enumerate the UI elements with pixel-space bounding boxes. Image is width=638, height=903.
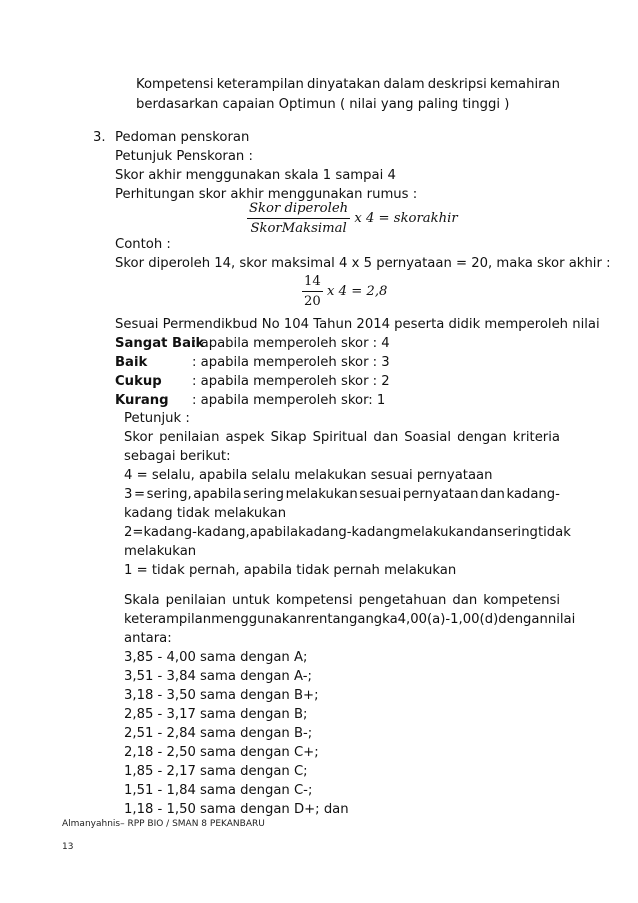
criteria-2-line-1 <box>124 524 571 542</box>
word: dengan <box>498 612 548 627</box>
range-c: 1,85 - 2,17 sama dengan C; <box>124 764 308 779</box>
word: kadang-kadang <box>298 525 401 540</box>
word: = <box>133 487 146 502</box>
word: menggunakan <box>211 612 306 627</box>
word: rentang <box>305 612 358 627</box>
contoh-label: Contoh : <box>115 237 171 252</box>
intro-line-2: berdasarkan capaian Optimun ( nilai yang paling tinggi ) <box>136 97 510 112</box>
word: sering <box>243 487 284 502</box>
word: apabila <box>193 487 242 502</box>
word: dan <box>472 525 498 540</box>
contoh-text: Skor diperoleh 14, skor maksimal 4 x 5 pernyataan = 20, maka skor akhir : <box>115 256 611 271</box>
word: = <box>132 525 144 540</box>
word: keterampilan <box>216 77 304 92</box>
example-formula <box>302 274 387 309</box>
criteria-3-line-2: kadang tidak melakukan <box>124 506 287 521</box>
grade-text-kurang: : apabila memperoleh skor: 1 <box>192 393 386 408</box>
petunjuk-line-2: sebagai berikut: <box>124 449 231 464</box>
page-number: 13 <box>62 842 74 852</box>
word: nilai <box>547 612 576 627</box>
example-rest: x 4 = 2,8 <box>326 284 388 299</box>
word: Kompetensi <box>136 77 214 92</box>
range-d-plus: 1,18 - 1,50 sama dengan D+; dan <box>124 802 349 817</box>
criteria-2-line-2: melakukan <box>124 544 197 559</box>
word: kadang- <box>506 487 560 502</box>
grade-text-sangat-baik: : apabila memperoleh skor : 4 <box>192 336 390 351</box>
formula-numerator: Skor diperoleh <box>247 201 350 219</box>
word: sering <box>497 525 538 540</box>
word: (d) <box>479 612 499 627</box>
word: tidak <box>537 525 571 540</box>
word: sering, <box>146 487 192 502</box>
word: 3 <box>124 487 133 502</box>
word: - <box>445 612 451 627</box>
range-a: 3,85 - 4,00 sama dengan A; <box>124 650 308 665</box>
example-denominator: 20 <box>304 294 321 309</box>
footer-author: Almanyahnis– RPP BIO / SMAN 8 PEKANBARU <box>62 819 265 829</box>
intro-line-1 <box>136 76 560 94</box>
word: Skor <box>124 430 154 445</box>
section-number: 3. <box>93 130 106 145</box>
word: aspek <box>225 430 265 445</box>
word: kemahiran <box>489 77 560 92</box>
grade-label-kurang: Kurang <box>115 393 169 408</box>
word: Sikap <box>270 430 307 445</box>
skala-line-2 <box>124 611 576 629</box>
word: dan <box>373 430 399 445</box>
word: kriteria <box>512 430 560 445</box>
word: deskripsi <box>427 77 487 92</box>
word: dengan <box>457 430 507 445</box>
word: dan <box>480 487 505 502</box>
word: angka <box>357 612 398 627</box>
grade-text-cukup: : apabila memperoleh skor : 2 <box>192 374 390 389</box>
petunjuk-penskoran-label: Petunjuk Penskoran : <box>115 149 253 164</box>
permendikbud-text: Sesuai Permendikbud No 104 Tahun 2014 peserta didik memperoleh nilai <box>115 317 600 332</box>
score-formula <box>247 201 458 236</box>
criteria-1: 1 = tidak pernah, apabila tidak pernah melakukan <box>124 563 457 578</box>
word: penilaian <box>159 430 220 445</box>
word: 2 <box>124 525 133 540</box>
formula-fraction <box>247 201 350 236</box>
grade-label-cukup: Cukup <box>115 374 162 389</box>
formula-denominator: SkorMaksimal <box>250 221 347 236</box>
skala-text: Skor akhir menggunakan skala 1 sampai 4 <box>115 168 396 183</box>
word: apabila <box>249 525 299 540</box>
word: melakukan <box>400 525 473 540</box>
word: penilaian <box>165 593 226 608</box>
grade-label-baik: Baik <box>115 355 148 370</box>
word: pernyataan <box>402 487 479 502</box>
skala-line-1 <box>124 592 560 610</box>
word: 1,00 <box>450 612 480 627</box>
section-title: Pedoman penskoran <box>115 130 250 145</box>
word: melakukan <box>285 487 358 502</box>
word: sesuai <box>359 487 402 502</box>
word: Soasial <box>404 430 452 445</box>
word: dan <box>452 593 478 608</box>
word: kadang-kadang, <box>143 525 250 540</box>
word: pengetahuan <box>358 593 447 608</box>
word: untuk <box>232 593 270 608</box>
grade-text-baik: : apabila memperoleh skor : 3 <box>192 355 390 370</box>
range-a-minus: 3,51 - 3,84 sama dengan A-; <box>124 669 312 684</box>
range-c-minus: 1,51 - 1,84 sama dengan C-; <box>124 783 313 798</box>
example-fraction <box>302 274 323 309</box>
range-b: 2,85 - 3,17 sama dengan B; <box>124 707 308 722</box>
word: dalam <box>383 77 425 92</box>
word: dinyatakan <box>306 77 381 92</box>
word: keterampilan <box>124 612 212 627</box>
criteria-4: 4 = selalu, apabila selalu melakukan sesuai pernyataan <box>124 468 493 483</box>
petunjuk-label: Petunjuk : <box>124 411 190 426</box>
word: kompetensi <box>483 593 560 608</box>
example-numerator: 14 <box>302 274 323 292</box>
grade-label-sangat-baik: Sangat Baik <box>115 336 205 351</box>
word: 4,00 <box>397 612 428 627</box>
word: kompetensi <box>275 593 353 608</box>
criteria-3-line-1 <box>124 486 560 504</box>
rumus-text: Perhitungan skor akhir menggunakan rumus : <box>115 187 418 202</box>
word: Skala <box>124 593 160 608</box>
range-b-minus: 2,51 - 2,84 sama dengan B-; <box>124 726 313 741</box>
word: (a) <box>427 612 446 627</box>
range-b-plus: 3,18 - 3,50 sama dengan B+; <box>124 688 319 703</box>
range-c-plus: 2,18 - 2,50 sama dengan C+; <box>124 745 319 760</box>
skala-line-3: antara: <box>124 631 172 646</box>
formula-rest: x 4 = skorakhir <box>354 211 458 226</box>
word: Spiritual <box>312 430 368 445</box>
petunjuk-line-1 <box>124 429 560 447</box>
